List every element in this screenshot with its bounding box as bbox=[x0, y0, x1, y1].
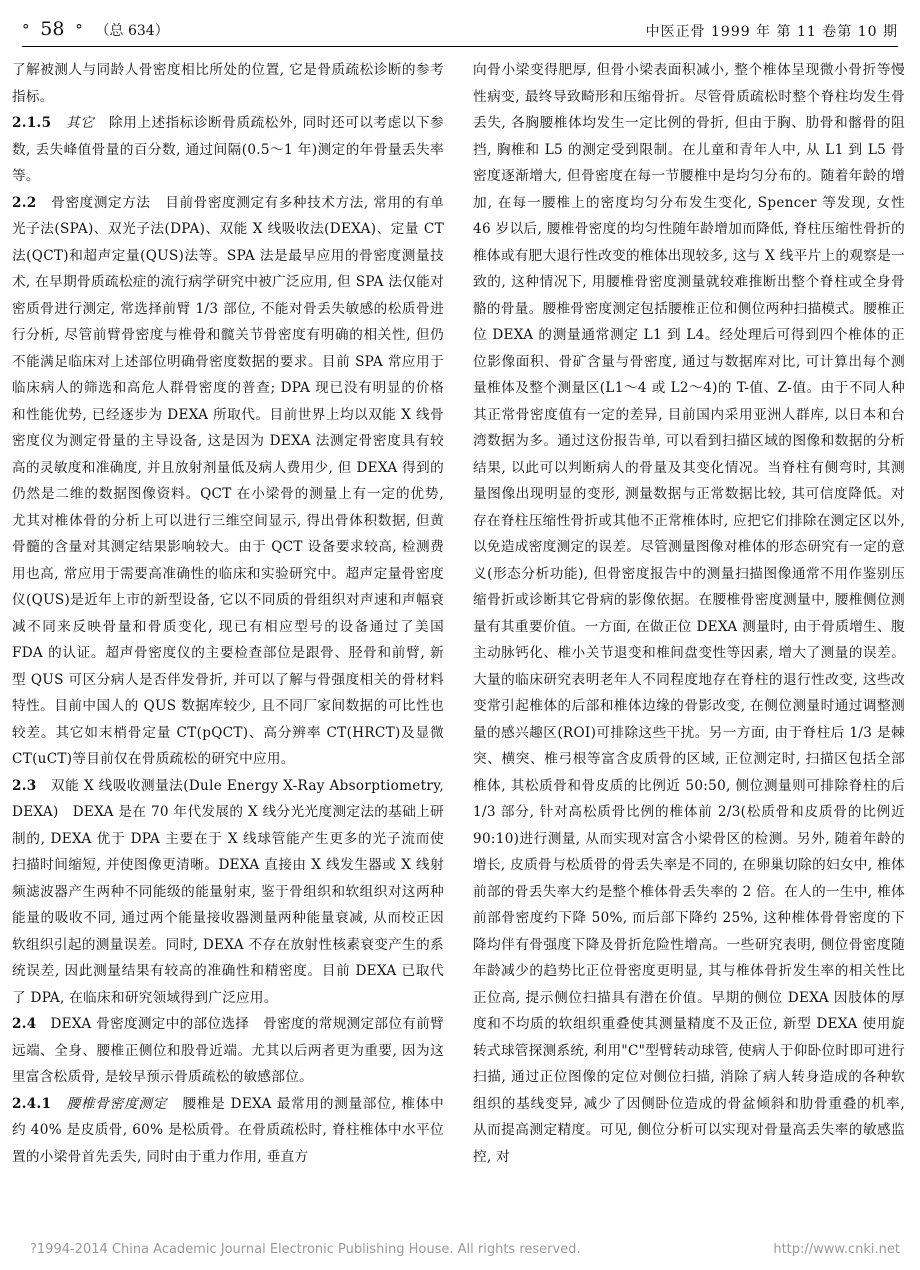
page-number-block bbox=[22, 18, 169, 40]
right-column bbox=[473, 57, 905, 1235]
section-2-1-5 bbox=[12, 110, 444, 190]
section-number: 2.2 bbox=[12, 194, 37, 211]
paragraph-continued: 向骨小梁变得肥厚, 但骨小梁表面积减小, 整个椎体呈现微小骨折等慢性病变, 最终导致畸形和压缩骨折。尽管骨质疏松时整个脊柱均发生骨丢失, 各胸腰椎体均发生一定比例的骨折, 但由于胸、肋骨和髂骨的阻挡, 胸椎和 L5 的测定受到限制。在儿童和青年人中, 从 L1 到 L5 骨密度逐渐增大, 但骨密度在每一节腰椎中是均匀分布的。随着年龄的增加, 在每一腰椎上的密度均匀分布发生变化, Spencer 等发现, 女性 46 岁以后, 腰椎骨密度的均匀性随年龄增加而降低, 脊柱压缩性骨折的椎体或有肥大退行性改变的椎体出现较多, 这与 X 线平片上的观察是一致的, 这种情况下, 用腰椎骨密度测量就较难推断出整个脊柱或全身骨骼的骨量。腰椎骨密度测定包括腰椎正位和侧位两种扫描模式。腰椎正位 DEXA 的测量通常测定 L1 到 L4。经处理后可得到四个椎体的正位影像面积、骨矿含量与骨密度, 通过与数据库对比, 可计算出每个测量椎体及整个测量区(L1～4 或 L2～4)的 T-值、Z-值。由于不同人种其正常骨密度值有一定的差异, 目前国内采用亚洲人群库, 以日本和台湾数据为多。通过这份报告单, 可以看到扫描区域的图像和数据的分析结果, 以此可以判断病人的骨量及其变化情况。当脊柱有侧弯时, 其测量图像出现明显的变形, 测量数据与正常数据比较, 其可信度降低。对存在脊柱压缩性骨折或其他不正常椎体时, 应把它们排除在测定区以外, 以免造成密度测定的误差。尽管测量图像对椎体的形态研究有一定的意义(形态分析功能), 但骨密度报告中的测量扫描图像通常不用作鉴别压缩骨折或诊断其它骨病的影像依据。在腰椎骨密度测量中, 腰椎侧位测量有其重要价值。一方面, 在做正位 DEXA 测量时, 由于骨质增生、腹主动脉钙化、椎小关节退变和椎间盘变性等因素, 增大了测量的误差。大量的临床研究表明老年人不同程度地存在脊柱的退行性改变, 这些改变常引起椎体的后部和椎体边缘的骨影改变, 在侧位测量时通过调整测量的感兴趣区(ROI)可排除这些干扰。另一方面, 由于脊柱后 1/3 是棘突、横突、椎弓根等富含皮质骨的区域, 正位测定时, 扫描区包括全部椎体, 其松质骨和骨皮质的比例近 50:50, 侧位测量则可排除脊柱的后 1/3 部分, 针对高松质骨比例的椎体前 2/3(松质骨和皮质骨的比例近 90:10)进行测量, 从而实现对富含小梁骨区的检测。另外, 随着年龄的增长, 皮质骨与松质骨的骨丢失率是不同的, 在卵巢切除的妇女中, 椎体前部的骨丢失率大约是整个椎体骨丢失率的 2 倍。在人的一生中, 椎体前部骨密度约下降 50%, 而后部下降约 25%, 这种椎体骨骨密度的下降均伴有骨强度下降及骨折危险性增高。一些研究表明, 侧位骨密度随年龄减少的趋势比正位骨密度更明显, 其与椎体骨折发生率的相关性比正位高, 提示侧位扫描具有潜在价值。早期的侧位 DEXA 因肢体的厚度和不均质的软组织重叠使其测量精度不及正位, 新型 DEXA 使用旋转式球管探测系统, 利用"C"型臂转动球管, 使病人于仰卧位时即可进行扫描, 通过正位图像的定位对侧位扫描, 消除了病人转身造成的各种软组织的基线变异, 减少了因侧卧位造成的骨盆倾斜和肋骨重叠的机率, 从而提高测定精度。可见, 侧位分析可以实现对骨量高丢失率的敏感监控, 对 bbox=[473, 62, 905, 1165]
page-dot-left: ° bbox=[22, 21, 30, 39]
copyright-notice: ?1994-2014 China Academic Journal Electronic Publishing House. All rights reserved. bbox=[30, 1242, 581, 1257]
section-title: 骨密度测定方法 bbox=[51, 194, 151, 211]
section-2-3 bbox=[12, 773, 444, 1012]
section-number: 2.3 bbox=[12, 777, 37, 794]
section-text: 骨密度的常规测定部位有前臂远端、全身、腰椎正侧位和股骨近端。尤其以后两者更为重要, 因为这里富含松质骨, 是较早预示骨质疏松的敏感部位。 bbox=[12, 1016, 444, 1085]
section-number: 2.4 bbox=[12, 1016, 37, 1032]
journal-title: 中医正骨 1999 年 第 11 卷第 10 期 bbox=[645, 24, 898, 40]
total-page-number: （总 634） bbox=[95, 23, 169, 39]
section-2-4-1 bbox=[12, 1091, 444, 1171]
section-title: 双能 X 线吸收测量法(Dule Energy X-Ray Absorptiometry, DEXA) bbox=[12, 777, 444, 820]
section-title: 腰椎骨密度测定 bbox=[66, 1095, 168, 1112]
section-2-4 bbox=[12, 1011, 444, 1091]
page-dot-right: ° bbox=[75, 21, 83, 39]
section-2-2 bbox=[12, 190, 444, 773]
section-number: 2.1.5 bbox=[12, 115, 52, 131]
section-text: 除用上述指标诊断骨质疏松外, 同时还可以考虑以下参数, 丢失峰值骨量的百分数, 通过间隔(0.5～1 年)测定的年骨量丢失率等。 bbox=[12, 115, 444, 184]
paragraph-intro: 了解被测人与同龄人骨密度相比所处的位置, 它是骨质疏松诊断的参考指标。 bbox=[12, 62, 444, 105]
page-footer bbox=[30, 1242, 900, 1257]
section-number: 2.4.1 bbox=[12, 1095, 52, 1112]
section-text: 目前骨密度测定有多种技术方法, 常用的有单光子法(SPA)、双光子法(DPA)、双能 X 线吸收法(DEXA)、定量 CT 法(QCT)和超声定量(QUS)法等。SPA 法是最早应用的骨密度测量技术, 在早期骨质疏松症的流行病学研究中被广泛应用, 但 SPA 法仅能对密质骨进行测定, 常选择前臂 1/3 部位, 不能对骨丢失敏感的松质骨进行分析, 尽管前臂骨密度与椎骨和髋关节骨密度有明确的相关性, 但仍不能满足临床对上述部位明确骨密度数据的要求。目前 SPA 常应用于临床病人的筛选和高危人群骨密度的普查; DPA 现已没有明显的价格和性能优势, 已经逐步为 DEXA 所取代。目前世界上均以双能 X 线骨密度仪为测定骨量的主导设备, 这是因为 DEXA 法测定骨密度具有较高的灵敏度和准确度, 并且放射剂量低及病人费用少, 但 DEXA 得到的仍然是二维的数据图像资料。QCT 在小梁骨的测量上有一定的优势, 尤其对椎体骨的分析上可以进行三维空间显示, 得出骨体积数据, 但黄骨髓的含量对其测定结果影响较大。由于 QCT 设备要求较高, 检测费用也高, 常应用于需要高准确性的临床和实验研究中。超声定量骨密度仪(QUS)是近年上市的新型设备, 它以不同质的骨组织对声速和声幅衰减不同来反映骨量和骨质变化, 现已有相应型号的设备通过了美国 FDA 的认证。超声骨密度仪的主要检查部位是跟骨、胫骨和前臂, 新型 QUS 可区分病人是否伴发骨折, 并可以了解与骨强度相关的骨材料特性。目前中国人的 QUS 数据库较少, 且不同厂家间数据的可比性也较差。其它如末梢骨定量 CT(pQCT)、高分辨率 CT(HRCT)及显微 CT(uCT)等目前仅在骨质疏松的研究中应用。 bbox=[12, 194, 444, 767]
section-title: 其它 bbox=[66, 115, 95, 131]
section-text: DEXA 是在 70 年代发展的 X 线分光光度测定法的基础上研制的, DEXA 优于 DPA 主要在于 X 线球管能产生更多的光子流而使扫描时间缩短, 并使图像更清晰。DEXA 直接由 X 线发生器或 X 线射频滤波器产生两种不同能级的能量射束, 鉴于骨组织和软组织对这两种能量的吸收不同, 通过两个能量接收器测量两种能量衰减, 从而校正因软组织引起的测量误差。同时, DEXA 不存在放射性核素衰变产生的系统误差, 因此测量结果有较高的准确性和精密度。目前 DEXA 已取代了 DPA, 在临床和研究领域得到广泛应用。 bbox=[12, 804, 444, 1006]
page-header bbox=[22, 0, 898, 47]
footer-url: http://www.cnki.net bbox=[773, 1242, 900, 1257]
page-number: 58 bbox=[40, 18, 65, 40]
left-column bbox=[12, 57, 444, 1235]
section-title: DEXA 骨密度测定中的部位选择 bbox=[50, 1016, 250, 1032]
section-text: 腰椎是 DEXA 最常用的测量部位, 椎体中约 40% 是皮质骨, 60% 是松质骨。在骨质疏松时, 脊柱椎体中水平位置的小梁骨首先丢失, 同时由于重力作用, 垂直方 bbox=[12, 1095, 444, 1165]
